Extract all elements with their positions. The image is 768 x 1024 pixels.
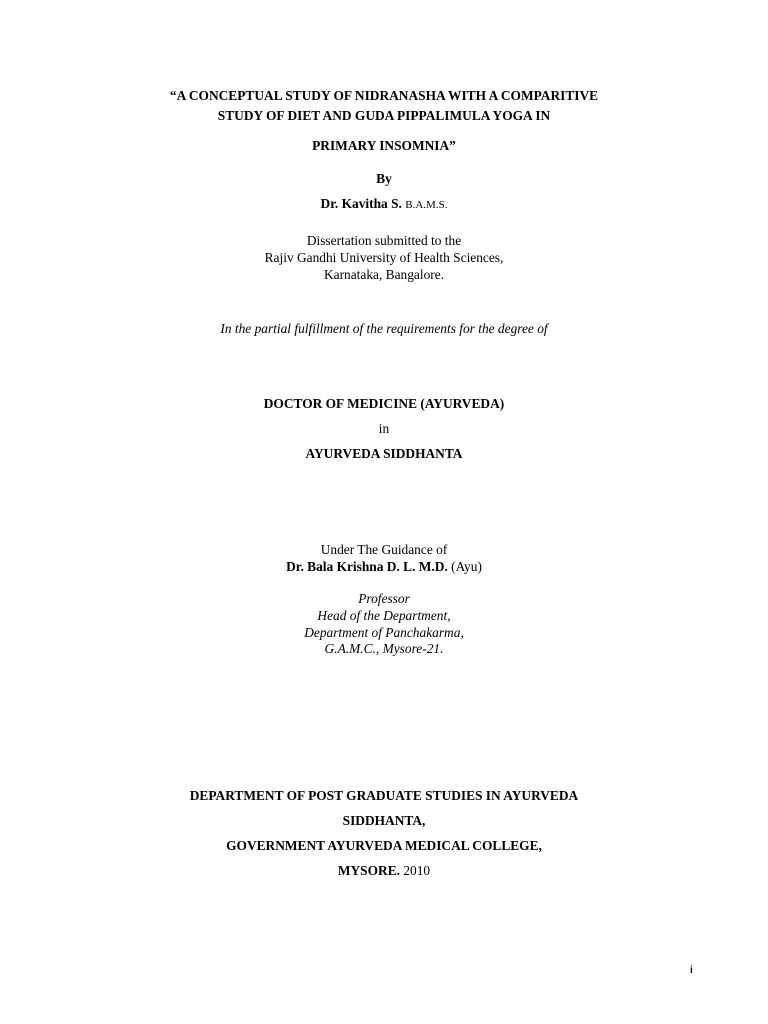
degree-subject: AYURVEDA SIDDHANTA (305, 446, 463, 461)
author-name: Dr. Kavitha S. (320, 196, 402, 211)
page-number: i (690, 965, 693, 976)
submission-line-1: Dissertation submitted to the (306, 233, 462, 248)
institution-city: MYSORE. (337, 863, 400, 878)
guide-name: Dr. Bala Krishna D. L. M.D. (286, 559, 448, 574)
title-line-2: STUDY OF DIET AND GUDA PIPPALIMULA YOGA IN (217, 108, 551, 123)
guide-title-2: Head of the Department, (317, 608, 451, 623)
submission-line-2: Rajiv Gandhi University of Health Sciences, (264, 250, 504, 265)
institution-line-2: SIDDHANTA, (342, 813, 426, 828)
author-line (0, 196, 768, 213)
guide-title-4: G.A.M.C., Mysore-21. (324, 641, 444, 656)
guide-line (0, 559, 768, 575)
institution-year: 2010 (403, 863, 431, 878)
institution-line-3: GOVERNMENT AYURVEDA MEDICAL COLLEGE, (226, 838, 542, 853)
title-line-1: “A CONCEPTUAL STUDY OF NIDRANASHA WITH A COMPARITIVE (169, 88, 599, 103)
author-qualification: B.A.M.S. (405, 199, 448, 211)
submission-line-3: Karnataka, Bangalore. (323, 267, 445, 282)
guide-title-3: Department of Panchakarma, (304, 625, 464, 640)
guidance-intro: Under The Guidance of (320, 542, 448, 557)
guide-title-1: Professor (358, 591, 410, 606)
title-line-3: PRIMARY INSOMNIA” (312, 138, 456, 153)
degree-in: in (378, 421, 390, 436)
institution-line-4 (0, 863, 768, 879)
institution-line-1: DEPARTMENT OF POST GRADUATE STUDIES IN AYURVEDA (189, 788, 579, 803)
guide-suffix: (Ayu) (451, 559, 482, 574)
by-label: By (376, 171, 392, 186)
fulfillment-statement: In the partial fulfillment of the requirements for the degree of (220, 321, 548, 336)
degree-name: DOCTOR OF MEDICINE (AYURVEDA) (263, 396, 505, 411)
